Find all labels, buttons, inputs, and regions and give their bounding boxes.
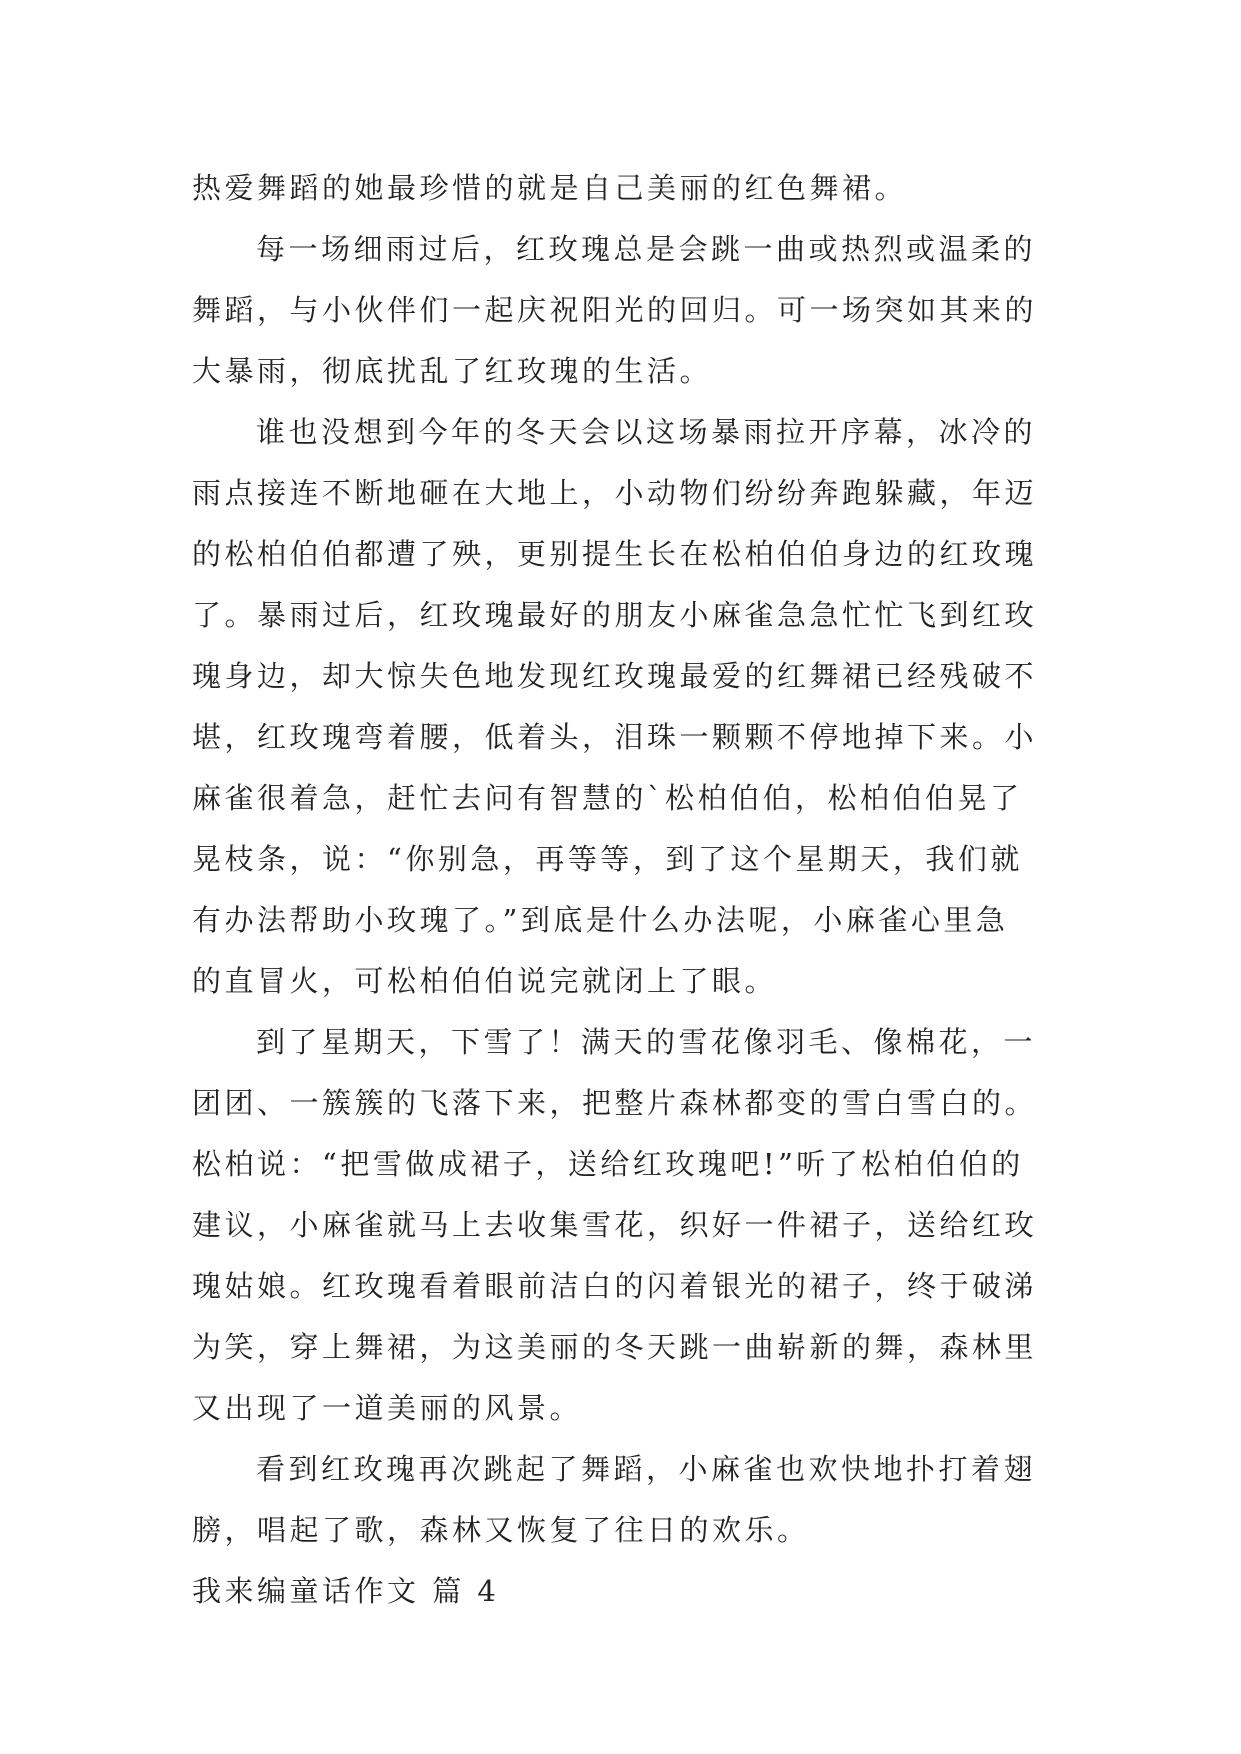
- text-line: 又出现了一道美丽的风景。: [192, 1391, 583, 1425]
- paragraph-1: [192, 158, 1072, 219]
- paragraph-5: [192, 1439, 1072, 1561]
- text-line: 谁也没想到今年的冬天会以这场暴雨拉开序幕，冰冷的: [256, 415, 1037, 449]
- paragraph-2: [192, 219, 1072, 402]
- text-line: 瑰身边，却大惊失色地发现红玫瑰最爱的红舞裙已经残破不: [192, 659, 1038, 693]
- text-line: 每一场细雨过后，红玫瑰总是会跳一曲或热烈或温柔的: [256, 232, 1037, 266]
- text-line: 为笑，穿上舞裙，为这美丽的冬天跳一曲崭新的舞，森林里: [192, 1330, 1038, 1364]
- section-heading: 我来编童话作文 篇 4: [192, 1574, 500, 1608]
- text-line: 麻雀很着急，赶忙去问有智慧的`松柏伯伯，松柏伯伯晃了: [192, 781, 1023, 815]
- text-line: 雨点接连不断地砸在大地上，小动物们纷纷奔跑躲藏，年迈: [192, 476, 1038, 510]
- text-line: 热爱舞蹈的她最珍惜的就是自己美丽的红色舞裙。: [192, 171, 908, 205]
- text-line: 了。暴雨过后，红玫瑰最好的朋友小麻雀急急忙忙飞到红玫: [192, 598, 1038, 632]
- text-line: 舞蹈，与小伙伴们一起庆祝阳光的回归。可一场突如其来的: [192, 293, 1038, 327]
- text-line: 到了星期天，下雪了！满天的雪花像羽毛、像棉花，一: [256, 1025, 1037, 1059]
- text-line: 团团、一簇簇的飞落下来，把整片森林都变的雪白雪白的。: [192, 1086, 1038, 1120]
- text-line: 瑰姑娘。红玫瑰看着眼前洁白的闪着银光的裙子，终于破涕: [192, 1269, 1038, 1303]
- text-line: 晃枝条，说：“你别急，再等等，到了这个星期天，我们就: [192, 842, 1023, 876]
- text-line: 的直冒火，可松柏伯伯说完就闭上了眼。: [192, 964, 778, 998]
- text-line: 膀，唱起了歌，森林又恢复了往日的欢乐。: [192, 1513, 810, 1547]
- text-line: 的松柏伯伯都遭了殃，更别提生长在松柏伯伯身边的红玫瑰: [192, 537, 1038, 571]
- paragraph-3: [192, 402, 1072, 1012]
- text-line: 建议，小麻雀就马上去收集雪花，织好一件裙子，送给红玫: [192, 1208, 1038, 1242]
- text-line: 堪，红玫瑰弯着腰，低着头，泪珠一颗颗不停地掉下来。小: [192, 720, 1038, 754]
- text-line: 看到红玫瑰再次跳起了舞蹈，小麻雀也欢快地扑打着翅: [256, 1452, 1037, 1486]
- text-line: 松柏说：“把雪做成裙子，送给红玫瑰吧!”听了松柏伯伯的: [192, 1147, 1024, 1181]
- text-line: 有办法帮助小玫瑰了。”到底是什么办法呢，小麻雀心里急: [192, 903, 1009, 937]
- paragraph-4: [192, 1012, 1072, 1439]
- text-line: 大暴雨，彻底扰乱了红玫瑰的生活。: [192, 354, 713, 388]
- document-body: [192, 158, 1072, 1622]
